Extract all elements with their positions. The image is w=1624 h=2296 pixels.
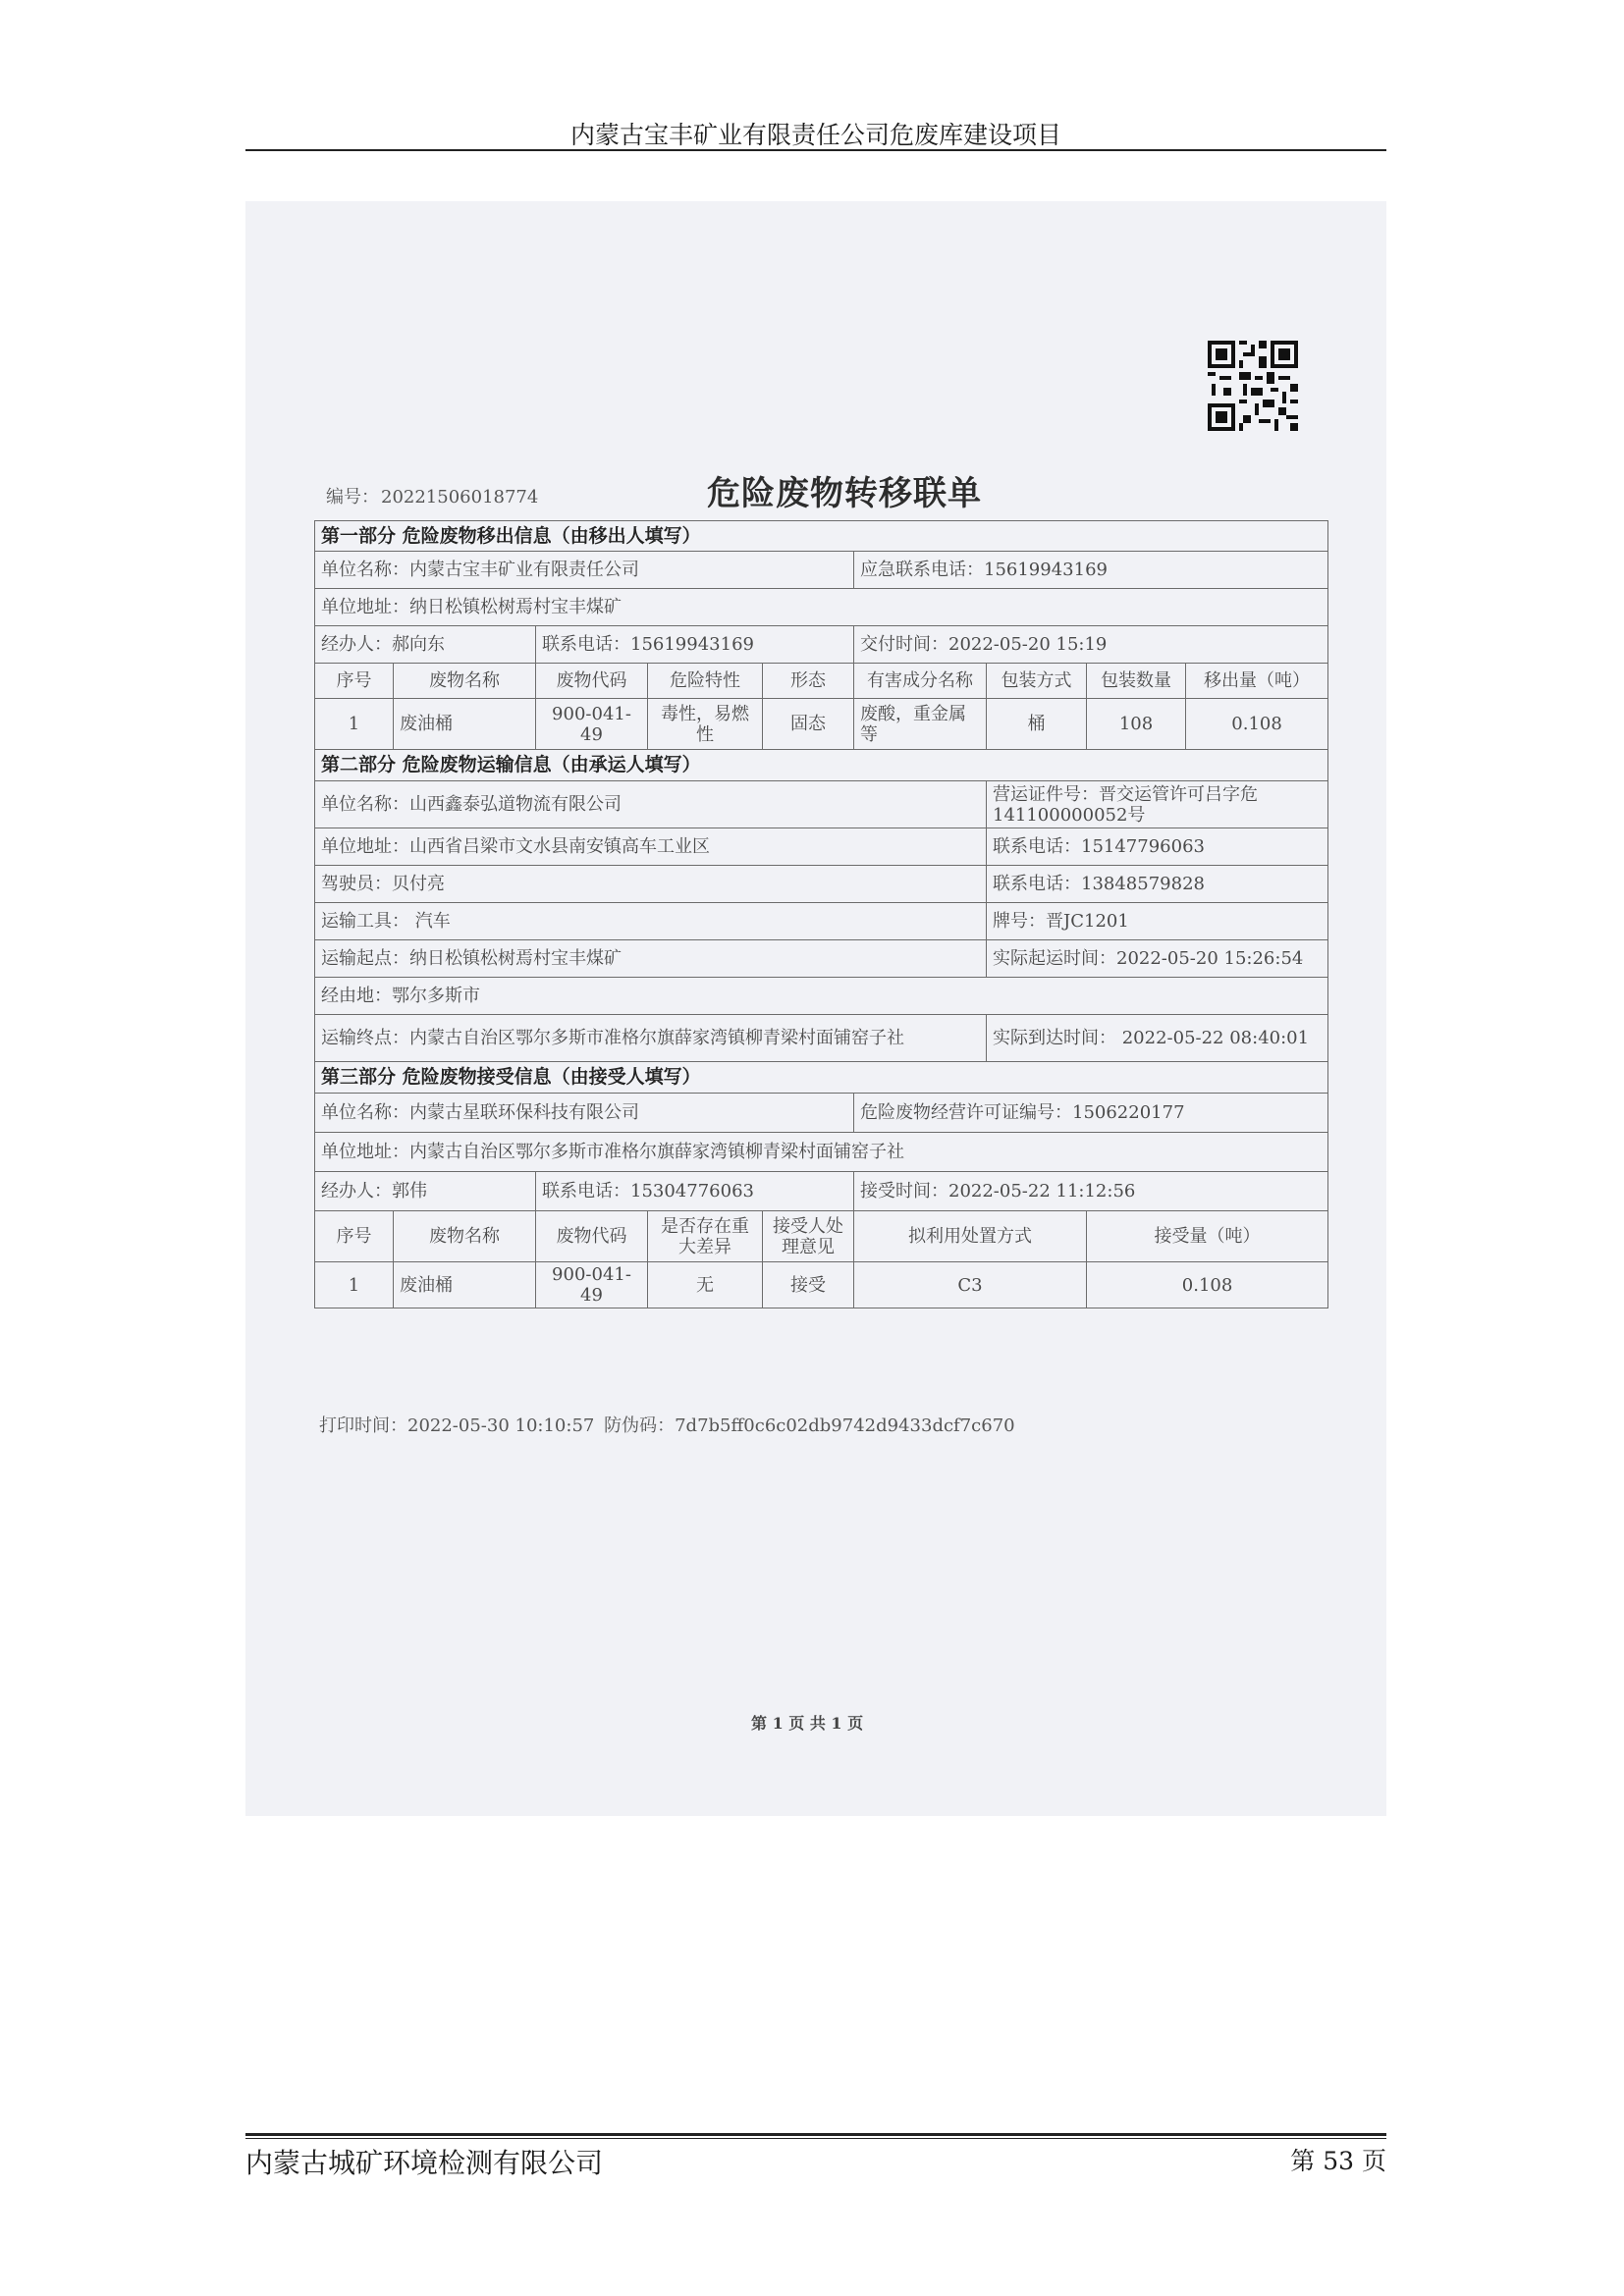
table-cell: 固态 (763, 699, 854, 750)
actual-arrive-time: 实际到达时间： 2022-05-22 08:40:01 (987, 1015, 1328, 1062)
via-location: 经由地：鄂尔多斯市 (315, 978, 1328, 1015)
receive-time: 接受时间：2022-05-22 11:12:56 (854, 1172, 1328, 1211)
sender-handler: 经办人：郝向东 (315, 626, 536, 664)
receiver-unit-name: 单位名称：内蒙古星联环保科技有限公司 (315, 1094, 854, 1133)
table-cell: 0.108 (1087, 1262, 1328, 1308)
col-header: 接受量（吨） (1087, 1211, 1328, 1262)
col-header: 废物名称 (394, 1211, 536, 1262)
transport-end: 运输终点：内蒙古自治区鄂尔多斯市准格尔旗薛家湾镇柳青梁村面铺窑子社 (315, 1015, 987, 1062)
table-cell: 900-041-49 (536, 699, 648, 750)
manifest-table (314, 520, 1328, 1308)
table-cell: 桶 (987, 699, 1087, 750)
carrier-unit-name: 单位名称：山西鑫泰弘道物流有限公司 (315, 781, 987, 828)
section2-heading: 第二部分 危险废物运输信息（由承运人填写） (315, 750, 1328, 781)
form-title: 危险废物转移联单 (707, 474, 982, 513)
vehicle: 运输工具： 汽车 (315, 903, 987, 940)
table-cell: 无 (648, 1262, 763, 1308)
table-row (315, 699, 1328, 750)
table-cell: 废油桶 (394, 699, 536, 750)
col-header: 废物代码 (536, 1211, 648, 1262)
sender-phone: 联系电话：15619943169 (536, 626, 854, 664)
table-cell: 1 (315, 1262, 394, 1308)
print-info (319, 1412, 1019, 1437)
table-row (315, 1262, 1328, 1308)
carrier-phone1: 联系电话：15147796063 (987, 828, 1328, 866)
table-cell: 废酸，重金属等 (854, 699, 987, 750)
table-cell: 废油桶 (394, 1262, 536, 1308)
col-header: 包装数量 (1087, 664, 1186, 699)
carrier-unit-address: 单位地址：山西省吕梁市文水县南安镇高车工业区 (315, 828, 987, 866)
col-header: 危险特性 (648, 664, 763, 699)
table-cell: 108 (1087, 699, 1186, 750)
form-code (324, 483, 538, 508)
table-cell: C3 (854, 1262, 1087, 1308)
col-header: 序号 (315, 1211, 394, 1262)
carrier-license: 营运证件号：晋交运管许可吕字危141100000052号 (987, 781, 1328, 828)
qr-code-icon (1208, 341, 1298, 431)
section1-heading: 第一部分 危险废物移出信息（由移出人填写） (315, 521, 1328, 552)
transport-start: 运输起点：纳日松镇松树焉村宝丰煤矿 (315, 940, 987, 978)
col-header: 有害成分名称 (854, 664, 987, 699)
actual-start-time: 实际起运时间：2022-05-20 15:26:54 (987, 940, 1328, 978)
page-header: 内蒙古宝丰矿业有限责任公司危废库建设项目 (569, 121, 1061, 149)
sender-unit-address: 单位地址：纳日松镇松树焉村宝丰煤矿 (315, 589, 1328, 626)
col-header: 序号 (315, 664, 394, 699)
receiver-license: 危险废物经营许可证编号：1506220177 (854, 1094, 1328, 1133)
footer-company: 内蒙古城矿环境检测有限公司 (245, 2147, 604, 2179)
col-header: 形态 (763, 664, 854, 699)
plate-number: 牌号：晋JC1201 (987, 903, 1328, 940)
scanned-manifest (245, 201, 1386, 1816)
receiver-phone: 联系电话：15304776063 (536, 1172, 854, 1211)
sender-unit-name: 单位名称：内蒙古宝丰矿业有限责任公司 (315, 552, 854, 589)
col-header: 接受人处理意见 (763, 1211, 854, 1262)
col-header: 包装方式 (987, 664, 1087, 699)
form-code-label: 编号： (326, 487, 379, 507)
security-code: 防伪码：7d7b5ff0c6c02db9742d9433dcf7c670 (604, 1415, 1015, 1436)
receiver-handler: 经办人：郭伟 (315, 1172, 536, 1211)
receiver-unit-address: 单位地址：内蒙古自治区鄂尔多斯市准格尔旗薛家湾镇柳青梁村面铺窑子社 (315, 1133, 1328, 1172)
col-header: 拟利用处置方式 (854, 1211, 1087, 1262)
table-cell: 0.108 (1186, 699, 1328, 750)
form-page-count: 第 1 页 共 1 页 (751, 1714, 864, 1733)
col-header: 废物名称 (394, 664, 536, 699)
table-cell: 接受 (763, 1262, 854, 1308)
col-header: 废物代码 (536, 664, 648, 699)
col-header: 是否存在重大差异 (648, 1211, 763, 1262)
handover-time: 交付时间：2022-05-20 15:19 (854, 626, 1328, 664)
col-header: 移出量（吨） (1186, 664, 1328, 699)
footer-rule-thin (245, 2138, 1386, 2139)
table-cell: 毒性，易燃性 (648, 699, 763, 750)
print-time: 打印时间：2022-05-30 10:10:57 (319, 1415, 595, 1436)
section3-heading: 第三部分 危险废物接受信息（由接受人填写） (315, 1062, 1328, 1094)
carrier-phone2: 联系电话：13848579828 (987, 866, 1328, 903)
table-cell: 1 (315, 699, 394, 750)
form-code-value: 20221506018774 (381, 487, 539, 507)
header-rule (245, 149, 1386, 151)
table-cell: 900-041-49 (536, 1262, 648, 1308)
footer-rule (245, 2133, 1386, 2136)
sender-emergency-phone: 应急联系电话：15619943169 (854, 552, 1328, 589)
driver: 驾驶员：贝付亮 (315, 866, 987, 903)
footer-page-number: 第 53 页 (1290, 2147, 1386, 2175)
